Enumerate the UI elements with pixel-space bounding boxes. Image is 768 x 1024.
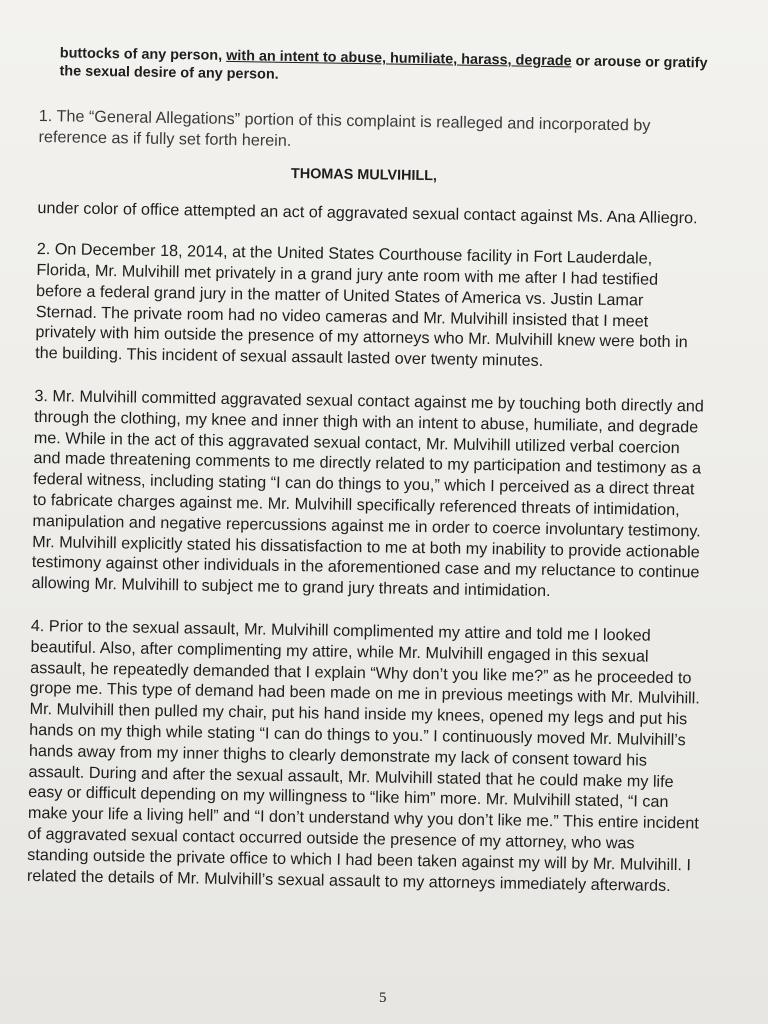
paragraph-2: 2. On December 18, 2014, at the United States Courthouse facility in Fort Lauderdale, Florida, Mr. Mulvihill met privately in a grand jury ante room with me after I had testified before a federal grand jury in the matter of United States of America vs. Justin Lamar Sternad. The private room had no video cameras and Mr. Mulvihill insisted that I meet privately with him outside the presence of my attorneys who Mr. Mulvihill knew were both in the building. This incident of sexual assault lasted over twenty minutes. [35, 240, 688, 371]
paragraph-3: 3. Mr. Mulvihill committed aggravated sexual contact against me by touching both directly and through the clothing, my knee and inner thigh with an intent to abuse, humiliate, and degrade me. While in the act of this aggravated sexual contact, Mr. Mulvihill utilized verbal coercion and made threatening comments to me directly related to my participation and testimony as a federal witness, including stating “I can do things to you,” which I perceived as a direct threat to fabricate charges against me. Mr. Mulvihill specifically referenced threats of intimidation, manipulation and negative repercussions against me in order to coerce involuntary testimony. Mr. Mulvihill explicitly stated his dissatisfaction to me at both my inability to provide actionable testimony against other individuals in the aforementioned case and my reluctance to continue allowing Mr. Mulvihill to subject me to grand jury threats and intimidation. [31, 386, 704, 601]
allegation-statement: under color of office attempted an act of aggravated sexual contact against Ms. Ana Alliegro. [37, 199, 698, 228]
paragraph-1: 1. The “General Allegations” portion of this complaint is realleged and incorporated by reference as if fully set forth herein. [38, 106, 651, 150]
statute-excerpt-underlined: with an intent to abuse, humiliate, harass, degrade [226, 47, 572, 70]
page-number: 5 [379, 990, 387, 1006]
paragraph-4: 4. Prior to the sexual assault, Mr. Mulvihill complimented my attire and told me I looked beautiful. Also, after complimenting my attire, while Mr. Mulvihill engaged in this sexual assault, he repeatedly demanded that I explain “Why don’t you like me?” as he proceeded to grope me. This type of demand had been made on me in previous meetings with Mr. Mulvihill. Mr. Mulvihill then pulled my chair, put his hand inside my knees, opened my legs and put his hands on my thigh while stating “I can do things to you.” I continuously moved Mr. Mulvihill’s hands away from my inner thighs to clearly demonstrate my lack of consent toward his assault. During and after the sexual assault, Mr. Mulvihill stated that he could make my life easy or difficult depending on my willingness to “like him” more. Mr. Mulvihill stated, “I can make your life a living hell” and “I don’t understand why you don’t like me.” This entire incident of aggravated sexual contact occurred outside the presence of my attorney, who was standing outside the private office to which I had been taken against my will by Mr. Mulvihill. I related the details of Mr. Mulvihill’s sexual assault to my attorneys immediately afterwards. [26, 616, 700, 895]
document-body [26, 44, 711, 919]
statute-excerpt-suffix: or arouse or gratify the sexual desire of any person. [59, 53, 708, 83]
statute-excerpt [39, 44, 711, 91]
defendant-heading: THOMAS MULVIHILL, [290, 165, 438, 184]
statute-excerpt-prefix: buttocks of any person, [59, 45, 223, 64]
